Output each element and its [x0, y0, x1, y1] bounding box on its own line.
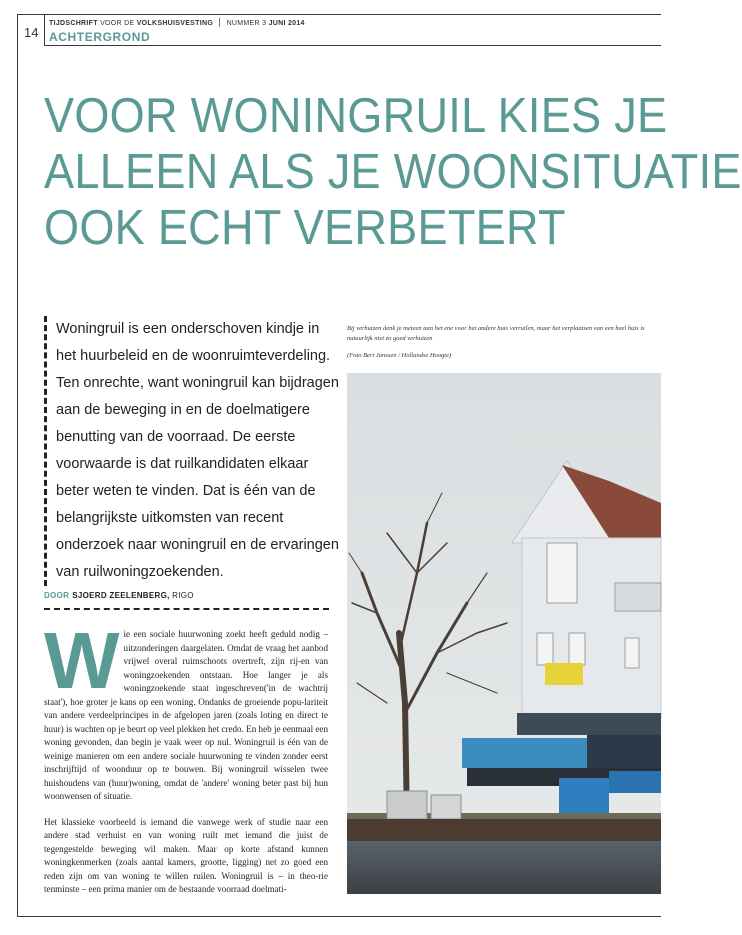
magazine-name-part3: VOLKSHUISVESTING — [136, 20, 214, 27]
byline-prefix: DOOR — [44, 591, 70, 600]
byline-org: RIGO — [172, 591, 194, 600]
container — [387, 791, 427, 819]
caption-text: Bij verhuizen denk je meteen aan het ene voor het andere huis verruilen, maar het verplaatsen van een heel huis is natuurlijk niet zo goed verhuizen — [347, 325, 645, 342]
photo-illustration — [347, 373, 661, 894]
page-frame-left — [17, 14, 18, 917]
header-separator — [219, 18, 220, 27]
photo-credit: (Foto Bert Janssen / Hollandse Hoogte) — [347, 352, 452, 359]
issue-date: JUNI 2014 — [268, 20, 305, 27]
article-photo — [347, 373, 661, 894]
body-paragraph-2: Het klassieke voorbeeld is iemand die vanwege werk of studie naar een andere stad verhuist en van woning ruilt met iemand die juist de tegengestelde beweging wil maken. Maar op korte afstand kunnen woningkenmerken (zoals aantal kamers, grootte, ligging) net zo goed een reden zijn om van woning te willen ruilen. Woningruil is – in theo-rie tenminste – een prima manier om de bestaande voorraad doelmati- — [44, 816, 328, 894]
magazine-header — [49, 18, 305, 27]
intro-text: Woningruil is een onderschoven kindje in het huurbeleid en de woonruimteverdeling. Ten onrechte, want woningruil kan bijdragen aan de beweging in en de doelmatigere benutting van de voorraad. De eerste voorwaarde is dat ruilkandidaten elkaar beter weten te vinden. Dat is één van de belangrijkste uitkomsten van recent onderzoek naar woningruil en de ervaringen van ruilwoningzoekenden. — [56, 321, 339, 580]
byline-rule — [44, 608, 329, 610]
container — [431, 795, 461, 819]
article-body — [44, 616, 328, 909]
body-paragraph-1-text: ie een sociale huurwoning zoekt heeft geduld nodig – uitzonderingen daargelaten. Omdat de vraag het aanbod vrijwel overal ruimschoots overtreft, zijn rij-en van woningzoekenden ontstaan. Hoe langer je als woningzoekende staat ingeschreven('in de wachtrij staat'), hoe groter je kans op een woning. Ondanks de groeiende popu-lariteit van andere verdeelprincipes in de afgelopen jaren (zoals loting en direct te huur) is wachten op je beurt op veel plekken het credo. En heb je eenmaal een woning gevonden, dan begin je vaak weer op nul. Woningruil is één van de weinige manieren om een andere sociale huurwoning te vinden zonder eerst inschrijftijd of woonduur op te bouwen. Bij woningruil wisselen twee huishoudens van (huur)woning, omdat de 'andere' woning beter past bij hun woonwensen of situatie. — [44, 629, 328, 801]
page-frame-top — [17, 14, 661, 15]
magazine-name-part1: TIJDSCHRIFT — [49, 20, 98, 27]
barge — [347, 819, 661, 841]
article-title — [44, 88, 742, 256]
title-line-3: OOK ECHT VERBETERT — [44, 201, 566, 255]
water — [347, 841, 661, 894]
byline — [44, 591, 194, 600]
blue-banner — [559, 778, 609, 818]
title-line-2: ALLEEN ALS JE WOONSITUATIE — [44, 145, 742, 199]
body-paragraph-1 — [44, 616, 328, 804]
page-number: 14 — [24, 25, 39, 40]
section-label: ACHTERGROND — [49, 30, 151, 44]
intro-block — [44, 316, 341, 586]
dropcap: W — [44, 616, 120, 705]
header-divider — [44, 14, 45, 45]
title-line-1: VOOR WONINGRUIL KIES JE — [44, 89, 668, 143]
byline-author: SJOERD ZEELENBERG, — [72, 591, 170, 600]
section-rule — [44, 45, 661, 46]
yellow-sign — [545, 663, 583, 685]
page-frame-bottom — [17, 916, 661, 917]
magazine-name-part2: VOOR DE — [100, 20, 135, 27]
issue-number: NUMMER 3 — [226, 20, 267, 27]
photo-caption — [347, 324, 647, 361]
